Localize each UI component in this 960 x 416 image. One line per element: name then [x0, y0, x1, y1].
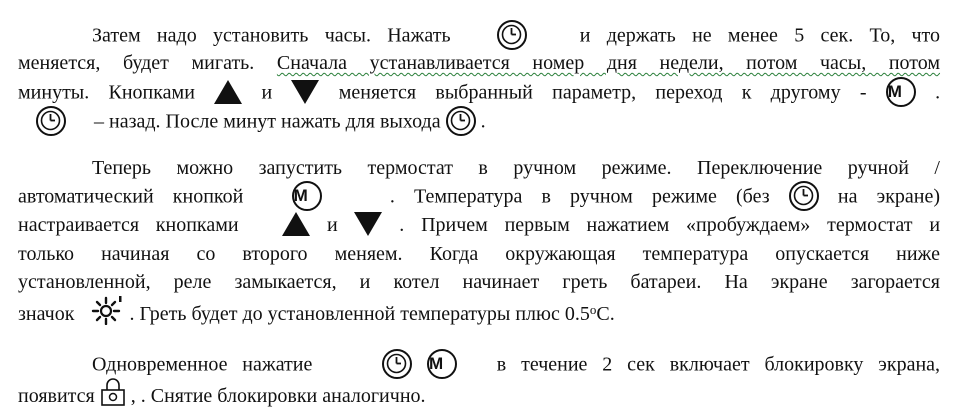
text-span: и — [326, 214, 338, 236]
text-span: . — [480, 110, 486, 133]
text-span: установленной, реле замыкается, и котел начинает греть батареи. На экране загорается — [18, 271, 940, 293]
mode-m-icon — [886, 77, 916, 107]
text-line — [92, 155, 940, 181]
text-span: только начиная со второго меняем. Когда окружающая температура опускается ниже — [18, 243, 940, 265]
text-span: появится — [18, 385, 95, 408]
text-span: меняется выбранный параметр, переход к другому - — [338, 81, 867, 104]
text-span: на экране) — [837, 185, 941, 208]
text-span: . Причем первым нажатием «пробуждаем» термостат и — [399, 214, 941, 236]
text-span: и держать не менее 5 сек. То, что — [579, 24, 941, 47]
text-span: Сначала устанавливается номер дня недели, потом часы, потом — [276, 52, 941, 74]
text-line — [36, 108, 940, 134]
up-triangle-icon — [282, 212, 310, 236]
mode-m-icon — [427, 349, 457, 379]
mode-letter: M — [293, 186, 308, 205]
text-span: . Греть будет до установленной температуры плюс 0.5 — [129, 303, 590, 326]
text-line — [18, 212, 940, 238]
text-span: автоматический кнопкой — [18, 185, 244, 208]
text-span: и — [261, 81, 273, 104]
text-span: . — [935, 81, 941, 104]
text-span: минуты. Кнопками — [18, 81, 195, 104]
clock-icon — [789, 181, 819, 211]
mode-letter: M — [887, 82, 902, 101]
text-line — [18, 269, 940, 295]
down-triangle-icon — [291, 80, 319, 104]
down-triangle-icon — [354, 212, 382, 236]
text-span: меняется, будет мигать. — [18, 52, 255, 74]
text-line — [18, 297, 940, 326]
sun-heating-icon — [90, 295, 124, 332]
text-line — [92, 22, 940, 48]
mode-m-icon — [292, 181, 322, 211]
text-span: Теперь можно запустить термостат в ручном режиме. Переключение ручной / — [92, 157, 940, 179]
clock-icon — [497, 20, 527, 50]
degree-sign: o — [589, 302, 597, 318]
text-span: значок — [18, 303, 75, 326]
text-span: . Температура в ручном режиме (без — [389, 185, 770, 208]
padlock-icon — [100, 377, 126, 414]
clock-icon — [36, 106, 66, 136]
text-line — [18, 241, 940, 267]
text-line — [18, 50, 940, 76]
clock-icon — [382, 349, 412, 379]
text-span: настраивается кнопками — [18, 214, 239, 236]
text-line — [18, 379, 940, 408]
text-line — [92, 351, 940, 377]
text-span: в течение 2 сек включает блокировку экрана, — [496, 353, 941, 376]
text-span: С. — [596, 303, 615, 326]
clock-icon — [446, 106, 476, 136]
text-span: Затем надо установить часы. Нажать — [92, 24, 451, 47]
up-triangle-icon — [214, 80, 242, 104]
text-line — [18, 183, 940, 209]
text-span: , . Снятие блокировки аналогично. — [130, 385, 426, 408]
text-span: Одновременное нажатие — [92, 353, 313, 376]
text-line — [18, 79, 940, 105]
text-span: – назад. После минут нажать для выхода — [94, 110, 441, 133]
mode-letter: M — [429, 354, 444, 373]
